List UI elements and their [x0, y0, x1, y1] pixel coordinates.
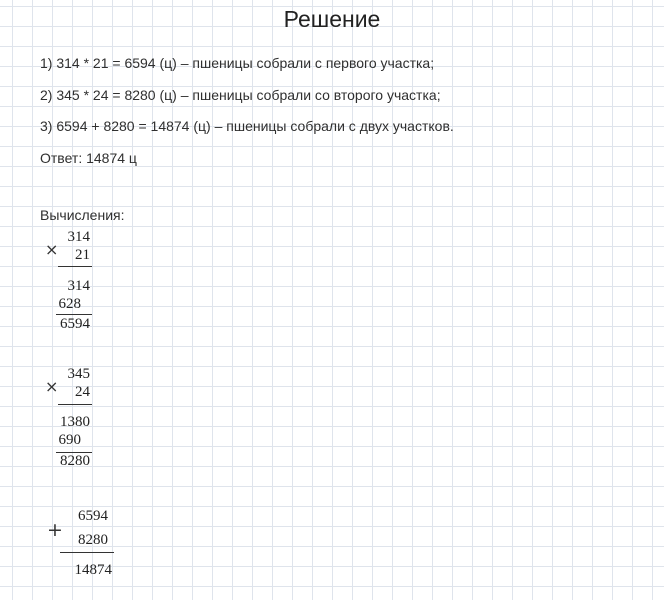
calc2-partial-2: 690	[58, 432, 81, 448]
calc3-addend-1: 6594	[78, 508, 108, 524]
calc1-line-1	[58, 266, 92, 267]
plus-sign: +	[47, 519, 63, 541]
multiply-sign: ×	[45, 240, 59, 259]
calc2-multiplier: 24	[75, 384, 90, 400]
solution-step-1: 1) 314 * 21 = 6594 (ц) – пшеницы собрали с первого участка;	[40, 55, 435, 71]
solution-step-3: 3) 6594 + 8280 = 14874 (ц) – пшеницы собрали с двух участков.	[40, 118, 454, 134]
calc3-addend-2: 8280	[78, 532, 108, 548]
calc2-partial-1: 1380	[60, 414, 90, 430]
calc2-multiplicand: 345	[67, 366, 90, 382]
solution-step-2: 2) 345 * 24 = 8280 (ц) – пшеницы собрали со второго участка;	[40, 87, 441, 103]
page-title: Решение	[283, 6, 381, 32]
calc3-result: 14874	[74, 562, 112, 578]
calc2-line-1	[58, 404, 92, 405]
calc1-partial-1: 314	[67, 278, 90, 294]
calc1-line-2	[56, 314, 92, 315]
calc1-partial-2: 628	[58, 296, 81, 312]
calc3-line	[60, 552, 114, 553]
answer-line: Ответ: 14874 ц	[40, 150, 137, 166]
multiply-sign: ×	[45, 377, 59, 396]
calc1-multiplicand: 314	[67, 229, 90, 245]
calc1-multiplier: 21	[75, 247, 90, 263]
calc1-result: 6594	[60, 316, 90, 332]
calc2-result: 8280	[60, 453, 90, 469]
calculations-label: Вычисления:	[40, 207, 125, 223]
